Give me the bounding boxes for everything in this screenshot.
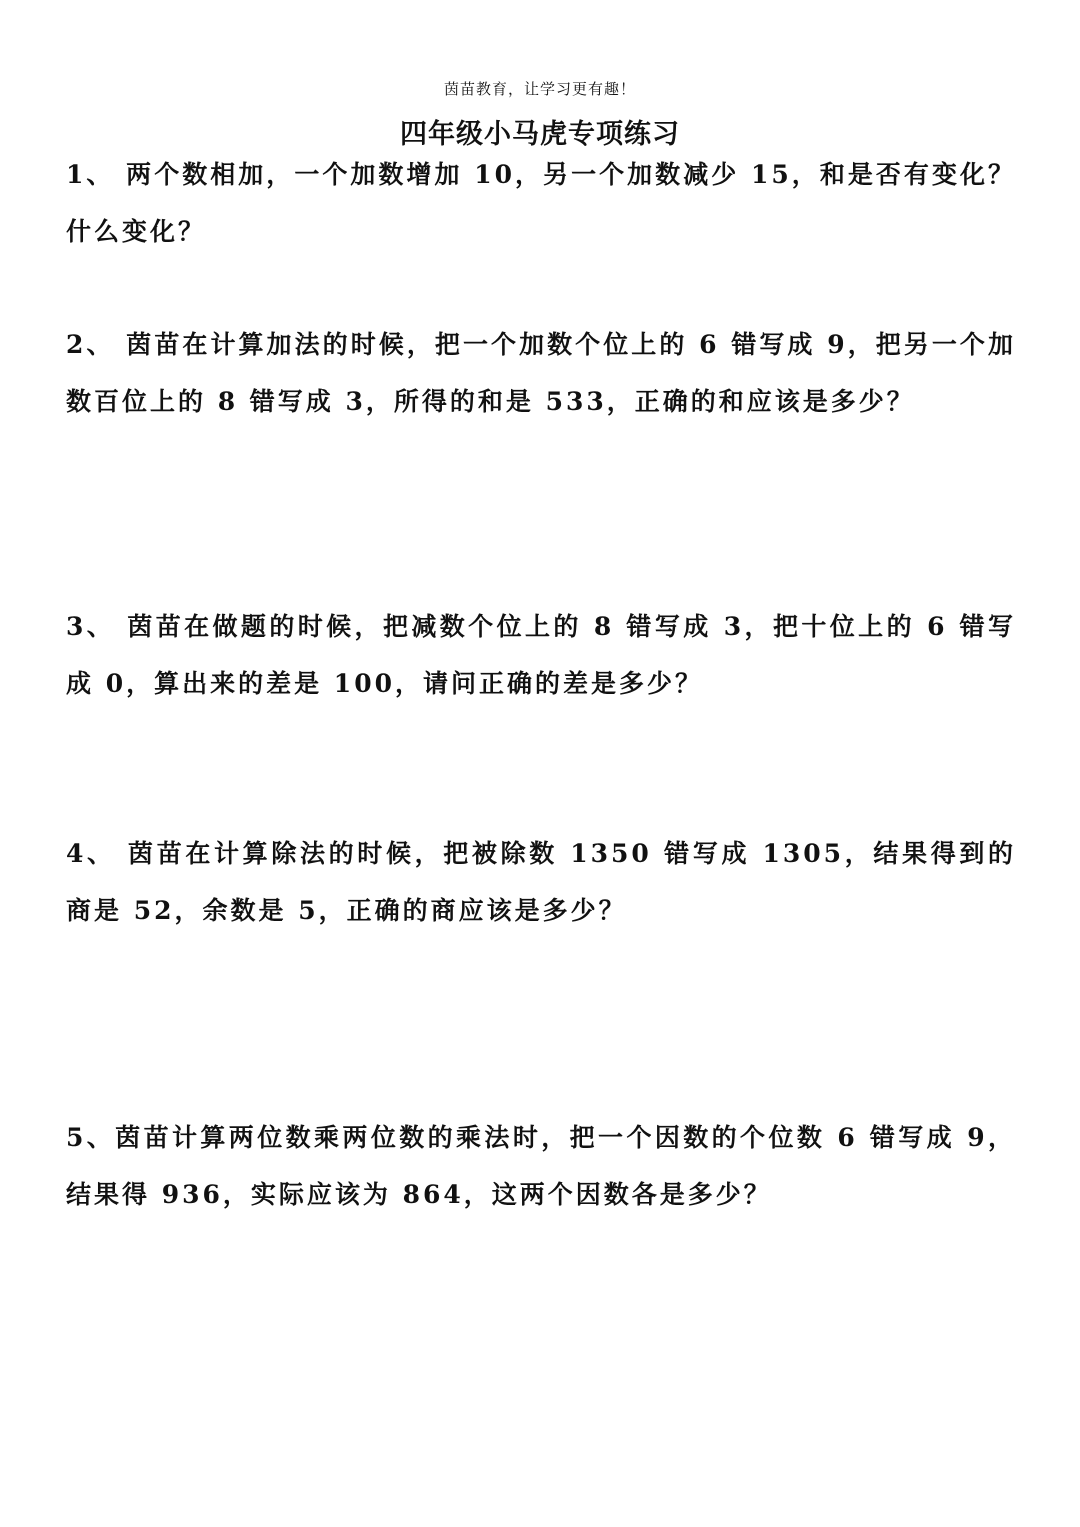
question-4: 4、 茵苗在计算除法的时候，把被除数 1350 错写成 1305，结果得到的商是 52，余数是 5，正确的商应该是多少？ <box>66 839 1016 925</box>
question-3: 3、 茵苗在做题的时候，把减数个位上的 8 错写成 3，把十位上的 6 错写成 0，算出来的差是 100，请问正确的差是多少？ <box>66 612 1016 698</box>
page-title: 四年级小马虎专项练习 <box>400 119 680 150</box>
question-5: 5、茵苗计算两位数乘两位数的乘法时，把一个因数的个位数 6 错写成 9，结果得 936，实际应该为 864，这两个因数各是多少？ <box>66 1123 1016 1209</box>
header-slogan: 茵苗教育，让学习更有趣！ <box>443 80 636 98</box>
question-1: 1、 两个数相加，一个加数增加 10，另一个加数减少 15，和是否有变化？什么变化？ <box>66 160 1016 246</box>
question-2: 2、 茵苗在计算加法的时候，把一个加数个位上的 6 错写成 9，把另一个加数百位上的 8 错写成 3，所得的和是 533，正确的和应该是多少？ <box>66 330 1016 416</box>
